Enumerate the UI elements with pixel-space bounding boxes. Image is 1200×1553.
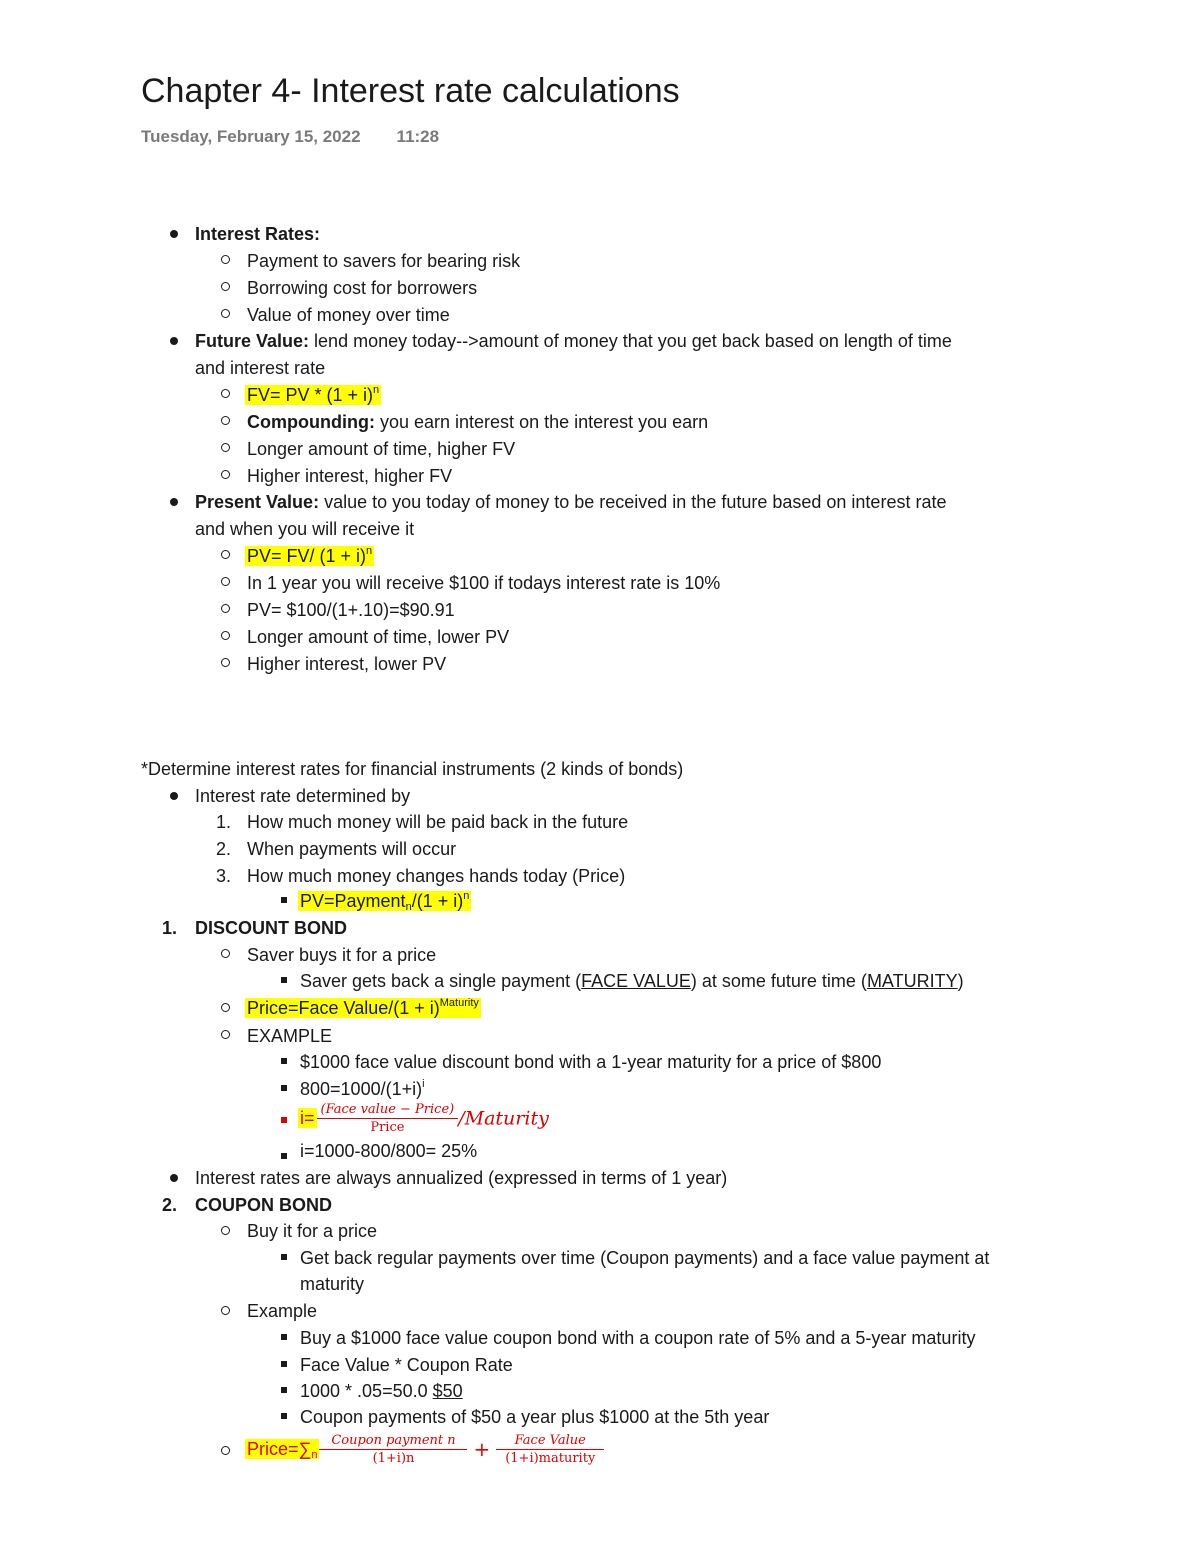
square-bullet-icon <box>281 1085 287 1091</box>
example-label: EXAMPLE <box>247 1026 333 1046</box>
circle-bullet-icon <box>221 255 230 264</box>
square-bullet-icon <box>281 1387 287 1393</box>
square-bullet-icon <box>281 1334 287 1340</box>
date-row <box>141 127 439 147</box>
list-number: 2. <box>216 839 232 859</box>
list-item: Borrowing cost for borrowers <box>247 278 478 298</box>
saver-gets-text-c: ) <box>957 971 964 991</box>
page-time: 11:28 <box>396 127 440 146</box>
list-item: Higher interest, lower PV <box>247 654 447 674</box>
discount-bond-heading: DISCOUNT BOND <box>195 918 347 938</box>
present-value-label: Present Value: <box>195 492 320 512</box>
square-bullet-icon <box>281 977 287 983</box>
compounding-text: you earn interest on the interest you earn <box>379 412 709 432</box>
list-item: Higher interest, higher FV <box>247 466 453 486</box>
square-bullet-icon <box>281 1361 287 1367</box>
present-value-text: value to you today of money to be received in the future based on interest rate <box>324 492 947 512</box>
interest-fraction-formula <box>298 1097 549 1138</box>
circle-bullet-icon <box>221 604 230 613</box>
fraction-denominator: Price <box>370 1119 405 1135</box>
circle-bullet-icon <box>221 1030 230 1039</box>
list-item: Buy it for a price <box>247 1221 378 1241</box>
bullet-icon <box>170 337 178 345</box>
list-item: Saver buys it for a price <box>247 945 437 965</box>
page-date: Tuesday, February 15, 2022 <box>141 127 361 146</box>
list-number: 2. <box>162 1195 178 1215</box>
bullet-icon <box>170 1174 178 1182</box>
list-number: 1. <box>162 918 178 938</box>
circle-bullet-icon <box>221 1226 230 1235</box>
bullet-icon <box>170 230 178 238</box>
pv-formula <box>245 543 374 569</box>
page-title: Chapter 4- Interest rate calculations <box>141 72 680 110</box>
eq1-exp: i <box>422 1078 425 1090</box>
fraction-numerator: (Face value − Price) <box>317 1101 459 1119</box>
section-intro: *Determine interest rates for financial instruments (2 kinds of bonds) <box>141 759 684 779</box>
fraction <box>319 1432 467 1467</box>
list-number: 3. <box>216 866 232 886</box>
price-prefix: Price=∑ <box>247 1439 312 1460</box>
circle-bullet-icon <box>221 309 230 318</box>
list-item-cont: maturity <box>300 1274 365 1294</box>
circle-bullet-icon <box>221 470 230 479</box>
list-item: Coupon payments of $50 a year plus $1000 at the 5th year <box>300 1407 770 1427</box>
future-value-text: lend money today-->amount of money that you get back based on length of time <box>314 331 952 351</box>
circle-bullet-icon <box>221 1003 230 1012</box>
square-bullet-icon <box>281 897 287 903</box>
fraction-numerator: Face Value <box>496 1432 604 1450</box>
square-bullet-icon <box>281 1413 287 1419</box>
annualized-note: Interest rates are always annualized (expressed in terms of 1 year) <box>195 1168 728 1188</box>
example-label: Example <box>247 1301 318 1321</box>
fraction-denominator: (1+i)maturity <box>505 1450 596 1466</box>
i-equals: i= <box>300 1108 315 1129</box>
list-item: In 1 year you will receive $100 if todays interest rate is 10% <box>247 573 721 593</box>
list-item: Get back regular payments over time (Coupon payments) and a face value payment at <box>300 1248 990 1268</box>
future-value-text-cont: and interest rate <box>195 358 326 378</box>
circle-bullet-icon <box>221 389 230 398</box>
list-item: Value of money over time <box>247 305 450 325</box>
numbered-item: How much money will be paid back in the future <box>247 812 629 832</box>
circle-bullet-icon <box>221 416 230 425</box>
circle-bullet-icon <box>221 1306 230 1315</box>
result-line: i=1000-800/800= 25% <box>300 1141 478 1161</box>
compounding-line <box>247 409 708 435</box>
maturity-term: MATURITY <box>866 971 958 991</box>
plus-sign: + <box>473 1437 491 1462</box>
calc-line <box>300 1378 463 1404</box>
list-item: $1000 face value discount bond with a 1-year maturity for a price of $800 <box>300 1052 882 1072</box>
future-value-line <box>195 328 952 354</box>
present-value-line <box>195 489 946 515</box>
bullet-icon <box>170 498 178 506</box>
numbered-item: When payments will occur <box>247 839 457 859</box>
circle-bullet-icon <box>221 1446 230 1455</box>
circle-bullet-icon <box>221 658 230 667</box>
list-item: Payment to savers for bearing risk <box>247 251 521 271</box>
fraction-denominator: (1+i)n <box>372 1450 415 1466</box>
circle-bullet-icon <box>221 550 230 559</box>
pv-payment-tail: /(1 + i) <box>411 891 464 911</box>
eq1-text: 800=1000/(1+i) <box>300 1079 423 1099</box>
determined-by: Interest rate determined by <box>195 786 411 806</box>
pv-payment-sub: n <box>405 901 412 913</box>
pv-formula-text: PV= FV/ (1 + i) <box>247 546 367 566</box>
coupon-bond-heading: COUPON BOND <box>195 1195 333 1215</box>
pv-payment-text: PV=Payment <box>300 891 406 911</box>
pv-payment-formula <box>298 888 471 914</box>
pv-formula-exp: n <box>366 545 373 557</box>
fv-formula-text: FV= PV * (1 + i) <box>247 385 374 405</box>
circle-bullet-icon <box>221 631 230 640</box>
fraction-tail: /Maturity <box>458 1107 549 1130</box>
saver-gets-text-a: Saver gets back a single payment ( <box>300 971 582 991</box>
list-number: 1. <box>216 812 232 832</box>
price-formula-text: Price=Face Value/(1 + i) <box>247 998 440 1018</box>
saver-gets-text-b: ) at some future time ( <box>690 971 867 991</box>
future-value-label: Future Value: <box>195 331 310 351</box>
face-value-term: FACE VALUE <box>581 971 691 991</box>
price-formula-exp: Maturity <box>439 997 479 1009</box>
bullet-icon <box>170 792 178 800</box>
pv-payment-exp: n <box>463 890 470 902</box>
circle-bullet-icon <box>221 443 230 452</box>
sum-subscript: n <box>311 1449 318 1462</box>
circle-bullet-icon <box>221 577 230 586</box>
fv-formula <box>245 382 381 408</box>
fraction <box>496 1432 604 1467</box>
price-formula <box>245 995 481 1021</box>
fraction-numerator: Coupon payment n <box>319 1432 467 1450</box>
numbered-item: How much money changes hands today (Price) <box>247 866 626 886</box>
calc-text: 1000 * .05=50.0 <box>300 1381 433 1401</box>
square-bullet-icon <box>281 1254 287 1260</box>
present-value-text-cont: and when you will receive it <box>195 519 415 539</box>
compounding-label: Compounding: <box>247 412 375 432</box>
list-item: Face Value * Coupon Rate <box>300 1355 513 1375</box>
list-item: PV= $100/(1+.10)=$90.91 <box>247 600 455 620</box>
interest-rates-heading: Interest Rates: <box>195 224 321 244</box>
calc-result: $50 <box>432 1381 463 1401</box>
saver-gets-back <box>300 968 964 994</box>
fv-formula-exp: n <box>373 384 380 396</box>
circle-bullet-icon <box>221 282 230 291</box>
list-item: Buy a $1000 face value coupon bond with a coupon rate of 5% and a 5-year maturity <box>300 1328 976 1348</box>
square-bullet-icon <box>281 1058 287 1064</box>
circle-bullet-icon <box>221 949 230 958</box>
fraction <box>317 1101 459 1136</box>
square-bullet-icon <box>281 1153 287 1159</box>
coupon-price-formula <box>245 1428 604 1469</box>
list-item: Longer amount of time, higher FV <box>247 439 516 459</box>
list-item: Longer amount of time, lower PV <box>247 627 510 647</box>
square-bullet-icon <box>281 1117 287 1123</box>
